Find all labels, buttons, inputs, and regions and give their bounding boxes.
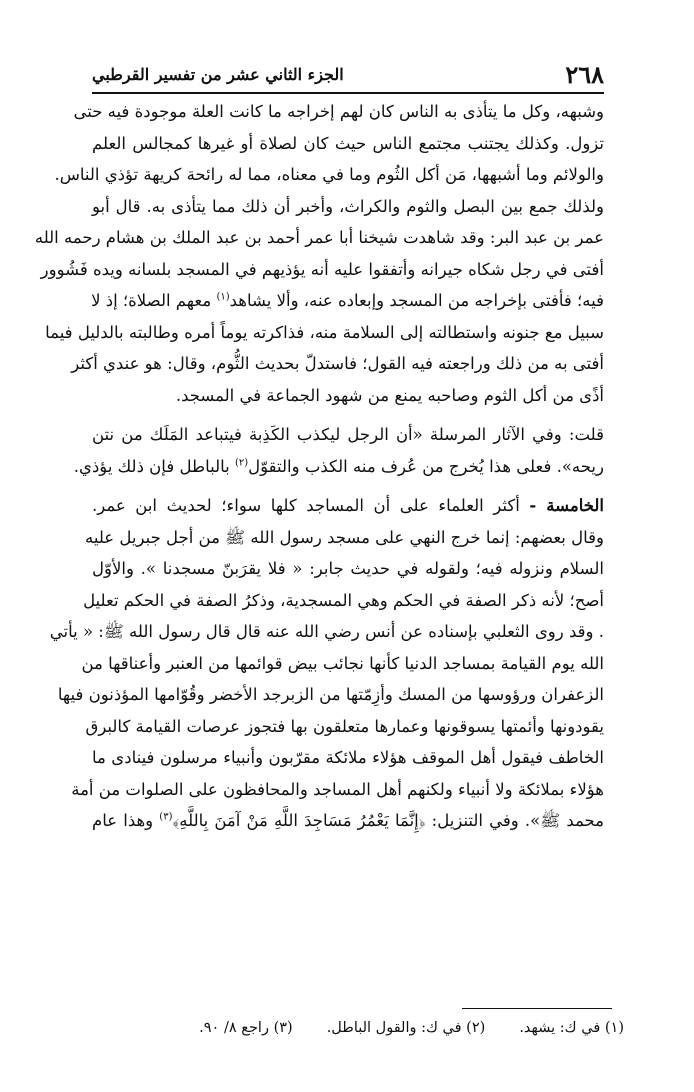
text-line: هؤلاء بملائكة ولا أنبياء ولكنهم أهل المساجد والمحافظون على الصلوات من أمة: [71, 779, 604, 799]
text-line-with-heading: [92, 490, 604, 522]
text-segment: ريحه». فعلى هذا يُخرج من عُرف منه الكذب والتقوّل: [248, 456, 604, 476]
text-line: الزعفران ورؤوسها من المسك وأزِمّتها من الزبرجد الأخضر وقُوّامها المؤذنون فيها: [57, 685, 604, 704]
text-segment: معهم الصلاة؛ إذ لا: [91, 291, 217, 310]
text-segment: أكثر العلماء على أن المساجد كلها سواء؛ لحديث ابن عمر.: [92, 496, 530, 515]
body-text: [34, 96, 605, 837]
footnote-3: (٣) راجع ٨/ ٩٠.: [199, 1020, 293, 1036]
text-segment: وهذا عام: [92, 811, 160, 830]
text-segment: فيه؛ فأفتى بإخراجه من المسجد وإبعاده عنه، وألا يشاهد: [229, 291, 604, 310]
running-title: الجزء الثاني عشر من تفسير القرطبي: [92, 64, 344, 84]
footnote-marker-3: (٣): [159, 811, 173, 823]
text-line: الخاطف فيقول أهل الموقف هؤلاء ملائكة مقرّبون وأنبياء مرسلون فينادى ما: [92, 748, 604, 767]
text-line: أصح؛ لأنه ذكر الصفة في الحكم وهي المسجدية، وذكرُ الصفة في الحكم تعليل: [83, 590, 604, 610]
footnote-divider: [462, 1008, 612, 1009]
text-line: ولذلك جمع بين البصل والثوم والكراث، وأخبر أن ذلك مما يتأذى به. قال أبو: [92, 196, 604, 216]
text-line: أفتى في رجل شكاه جيرانه وأتفقوا عليه أنه يؤذيهم في المسجد بلسانه ويده فَشُوور: [40, 259, 604, 279]
paragraph-gap: [92, 411, 604, 419]
text-line: سبيل مع جنونه واستطالته إلى السلامة منه، فذاكرته يوماً أمره وطالبته بالدليل فيما: [45, 322, 604, 342]
text-line-with-footnote: [73, 451, 604, 483]
text-line: وشبهه، وكل ما يتأذى به الناس كان لهم إخراجه ما كانت العلة موجودة فيه حتى: [73, 102, 604, 121]
text-line: وقال بعضهم: إنما خرج النهي على مسجد رسول الله ﷺ من أجل جبريل عليه: [85, 527, 604, 547]
text-line-with-footnote: [92, 805, 604, 837]
footnotes: [110, 1020, 624, 1036]
text-line: السلام ونزوله فيه؛ ولقوله في حديث جابر: « فلا يقرَبنّ مسجدنا ». والأوّل: [92, 559, 604, 578]
page-header: [92, 56, 604, 94]
text-line: الله يوم القيامة بمساجد الدنيا كأنها نجائب بيض قوائمها من العنبر وأعناقها من: [81, 653, 604, 673]
text-segment: بالباطل فإن ذلك يؤذي.: [73, 456, 235, 476]
paragraph-gap: [92, 482, 604, 490]
page-number: ٢٦٨: [565, 59, 604, 89]
text-line: أذًى من أكل الثوم وصاحبه يمنع من شهود الجماعة في المسجد.: [175, 385, 604, 405]
text-line: . وقد روى الثعلبي بإسناده عن أنس رضي الله عنه قال قال رسول الله ﷺ: « يأتي: [49, 622, 604, 641]
text-line: قلت: وفي الآثار المرسلة «أن الرجل ليكذب الكَذِبة فيتباعد المَلَك من نتن: [92, 425, 604, 444]
text-line: يقودونها وأئمتها يسوقونها وعمارها متعلقون بها فتجوز عرصات القيامة كالبرق: [85, 716, 604, 736]
text-line: والولائم وما أشبهها، مَن أكل الثُوم وما في معناه، مما له رائحة كريهة تؤذي الناس.: [54, 165, 604, 184]
text-line-with-footnote: [92, 285, 604, 317]
footnote-2: (٢) في ك: والقول الباطل.: [326, 1020, 486, 1036]
footnote-marker-1: (١): [216, 291, 230, 303]
text-line: أفتى به من ذلك وراجعته فيه القول؛ فاستدلّ بحديث الثُّوم، وقال: هو عندي أكثر: [71, 354, 604, 373]
text-line: عمر بن عبد البر: وقد شاهدت شيخنا أبا عمر أحمد بن عبد الملك بن هشام رحمه الله: [34, 228, 604, 247]
footnote-1: (١) في ك: يشهد.: [519, 1020, 624, 1036]
section-heading: الخامسة -: [529, 496, 604, 515]
footnote-marker-2: (٢): [234, 457, 249, 468]
text-line: تزول. وكذلك يجتنب مجتمع الناس حيث كان لصلاة أو غيرها كمجالس العلم: [92, 133, 604, 153]
text-segment: محمد ﷺ». وفي التنزيل: ﴿إِنَّمَا يَعْمُرُ مَسَاجِدَ اللَّهِ مَنْ آمَنَ بِاللَّهِ﴾: [172, 811, 605, 830]
